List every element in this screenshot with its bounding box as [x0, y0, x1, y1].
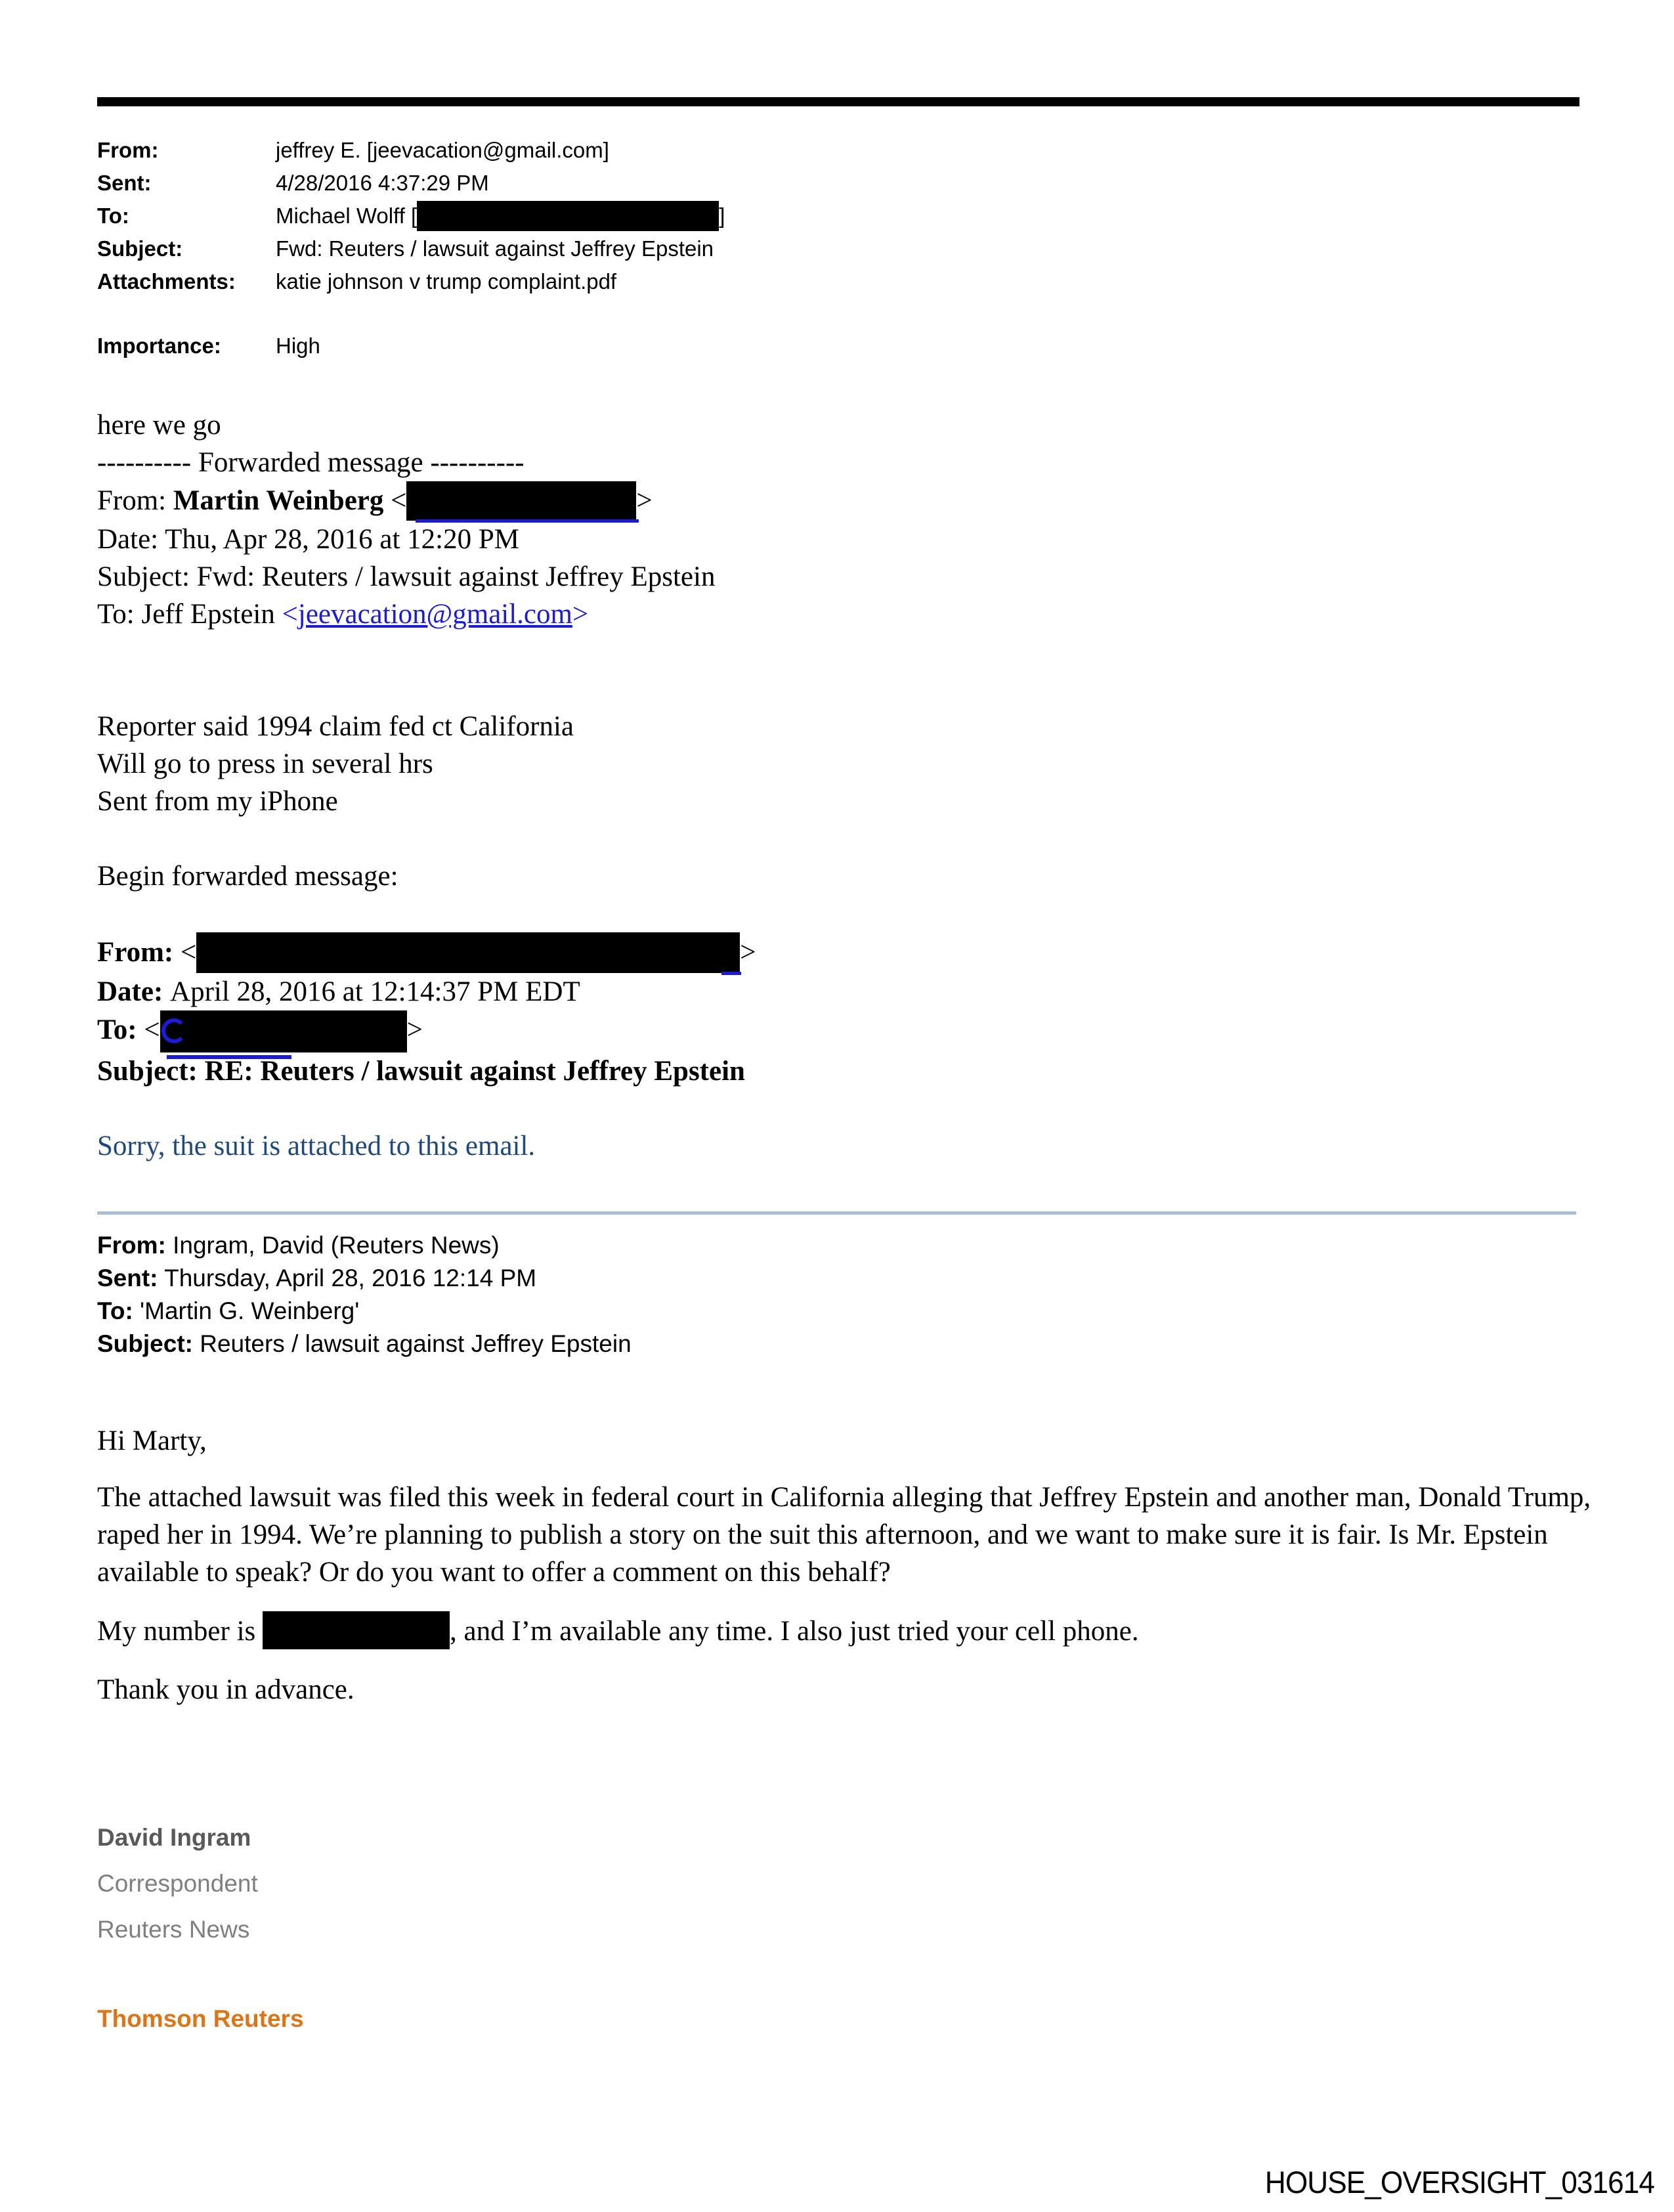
- suit-attached-note: Sorry, the suit is attached to this email.: [97, 1131, 536, 1161]
- close-bracket: >: [740, 937, 756, 968]
- closing-line: Thank you in advance.: [97, 1674, 354, 1705]
- importance-label: Importance:: [97, 334, 221, 358]
- redaction-block: [196, 932, 740, 973]
- spacer: [97, 895, 1646, 932]
- gmail-fwd-from-line: [97, 481, 1646, 521]
- reuters-to-value: 'Martin G. Weinberg': [133, 1297, 360, 1324]
- apple-fwd-to-label: To:: [97, 1014, 144, 1045]
- subject-label: Subject:: [97, 236, 183, 261]
- redaction-block: [263, 1611, 450, 1649]
- gmail-fwd-subject-line: Subject: Fwd: Reuters / lawsuit against Jeffrey Epstein: [97, 561, 716, 592]
- message-top-section: [97, 406, 1646, 1165]
- apple-fwd-subject-line: Subject: RE: Reuters / lawsuit against Jeffrey Epstein: [97, 1056, 745, 1087]
- from-label: From:: [97, 138, 159, 162]
- reuters-sent-label: Sent:: [97, 1265, 158, 1291]
- sent-label: Sent:: [97, 171, 152, 195]
- open-bracket: <: [282, 599, 298, 630]
- open-bracket: <: [180, 937, 197, 968]
- bates-number: HOUSE_OVERSIGHT_031614: [1264, 2165, 1654, 2200]
- header-row-to: [97, 200, 725, 232]
- reuters-to-label: To:: [97, 1297, 133, 1324]
- signature-company: Thomson Reuters: [97, 2005, 304, 2032]
- note-line-2: Will go to press in several hrs: [97, 748, 433, 779]
- reuters-from-label: From:: [97, 1232, 166, 1259]
- redaction-block: [406, 481, 636, 521]
- header-row-subject: [97, 232, 725, 265]
- apple-fwd-to-line: [97, 1010, 1646, 1052]
- header-row-from: [97, 134, 725, 167]
- subject-value: Fwd: Reuters / lawsuit against Jeffrey Epstein: [276, 236, 714, 261]
- redaction-block: [417, 201, 719, 231]
- email-header: [97, 134, 725, 362]
- apple-fwd-from-label: From:: [97, 937, 181, 968]
- spacer: [97, 633, 1646, 708]
- section-divider: [97, 1211, 1576, 1215]
- open-bracket: <: [144, 1014, 160, 1045]
- signature-block: [97, 1824, 304, 2033]
- reuters-subject-label: Subject:: [97, 1330, 193, 1357]
- importance-value: High: [276, 334, 320, 358]
- number-prefix: My number is: [97, 1616, 263, 1647]
- phone-number-line: [97, 1611, 1640, 1650]
- begin-forwarded-line: Begin forwarded message:: [97, 861, 398, 892]
- gmail-fwd-from-label: From:: [97, 485, 173, 516]
- gmail-fwd-from-name: Martin Weinberg: [173, 485, 384, 516]
- attachments-value: katie johnson v trump complaint.pdf: [276, 269, 617, 293]
- sent-from-iphone-line: Sent from my iPhone: [97, 786, 338, 817]
- header-row-importance: [97, 330, 725, 362]
- to-value-prefix: Michael Wolff [: [276, 204, 418, 228]
- to-value: [276, 200, 725, 232]
- reuters-email-header: [97, 1229, 632, 1360]
- gmail-fwd-to-prefix: To: Jeff Epstein: [97, 599, 282, 630]
- forwarded-message-separator: ---------- Forwarded message ----------: [97, 447, 525, 478]
- reuters-from-value: Ingram, David (Reuters News): [165, 1232, 500, 1259]
- number-suffix: , and I’m available any time. I also just tried your cell phone.: [450, 1616, 1139, 1647]
- spacer: [97, 820, 1646, 857]
- from-value: jeffrey E. [jeevacation@gmail.com]: [276, 138, 609, 162]
- header-row-sent: [97, 167, 725, 200]
- note-line-1: Reporter said 1994 claim fed ct California: [97, 711, 574, 742]
- apple-fwd-date-line: [97, 973, 1646, 1010]
- apple-fwd-from-line: [97, 932, 1646, 973]
- angle-close: >: [636, 485, 653, 516]
- reuters-from-line: [97, 1229, 632, 1262]
- signature-name: David Ingram: [97, 1824, 251, 1851]
- to-label: To:: [97, 204, 129, 228]
- signature-org: Reuters News: [97, 1916, 250, 1943]
- redaction-block: [160, 1010, 407, 1052]
- greeting-line: Hi Marty,: [97, 1425, 207, 1456]
- intro-line: here we go: [97, 410, 221, 441]
- body-paragraph: The attached lawsuit was filed this week in federal court in California alleging that Jeffrey Epstein and another man, Donald Trump, raped her in 1994. We’re planning to publish a story on the suit this afternoon, and we want to make sure it is fair. Is Mr. Epstein available to speak? Or do you want to offer a comment on this behalf?: [97, 1482, 1591, 1588]
- sent-value: 4/28/2016 4:37:29 PM: [276, 171, 489, 195]
- email-link[interactable]: jeevacation@gmail.com: [297, 599, 572, 630]
- to-value-suffix: ]: [719, 204, 725, 228]
- message-body: [97, 1422, 1640, 1708]
- reuters-sent-line: [97, 1262, 632, 1295]
- header-row-attachments: [97, 265, 725, 298]
- reuters-subject-line: [97, 1328, 632, 1360]
- close-bracket: >: [572, 599, 589, 630]
- gmail-fwd-to-line: [97, 596, 1646, 633]
- close-bracket: >: [406, 1014, 423, 1045]
- reuters-sent-value: Thursday, April 28, 2016 12:14 PM: [158, 1265, 537, 1291]
- reuters-to-line: [97, 1295, 632, 1328]
- spacer: [97, 1090, 1646, 1127]
- gmail-fwd-date-line: Date: Thu, Apr 28, 2016 at 12:20 PM: [97, 524, 519, 555]
- attachments-label: Attachments:: [97, 269, 236, 293]
- apple-fwd-date-value: April 28, 2016 at 12:14:37 PM EDT: [170, 976, 580, 1007]
- reuters-subject-value: Reuters / lawsuit against Jeffrey Epstein: [192, 1330, 632, 1357]
- signature-title: Correspondent: [97, 1870, 258, 1897]
- open-bracket: <: [391, 485, 407, 516]
- angle-open: [383, 485, 406, 516]
- top-divider-bar: [97, 97, 1579, 106]
- apple-fwd-date-label: Date:: [97, 976, 171, 1007]
